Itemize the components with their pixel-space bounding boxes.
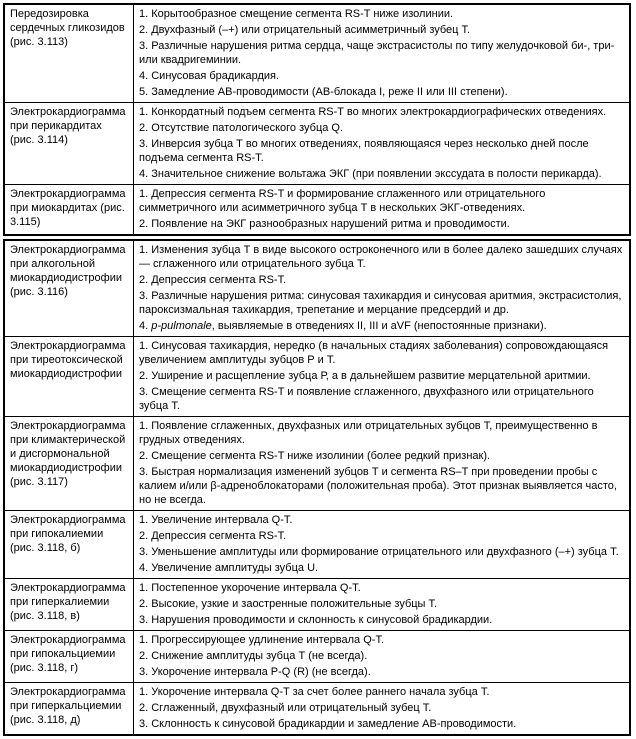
finding-item: 3. Различные нарушения ритма: синусовая тахикардия и синусовая аритмия, экстрасистолия, пароксизмальная тахикардия, трепетание и мерцание предсердий и др. [139, 290, 622, 316]
condition-label: Электрокардиограмма при климактерической и дисгормональной миокардиодистрофии (рис. 3.117) [10, 420, 126, 488]
finding-item: 1. Депрессия сегмента RS-T и формирование сглаженного или отрицательного симметричного или асимметричного зубца Т в нескольких ЭКГ-отведениях. [139, 188, 546, 214]
finding-item: 1. Появление сглаженных, двухфазных или отрицательных зубцов Т, преимущественно в грудных отведениях. [139, 420, 598, 446]
table-row [4, 579, 630, 631]
finding-item: 1. Увеличение интервала Q-T. [139, 514, 293, 526]
condition-cell [4, 103, 134, 185]
table-row [4, 103, 630, 185]
findings-cell [134, 185, 631, 236]
condition-cell [4, 631, 134, 683]
condition-label: Электрокардиограмма при перикардитах (рис. 3.114) [10, 106, 126, 146]
condition-cell [4, 579, 134, 631]
finding-item: 2. Высокие, узкие и заостренные положительные зубцы Т. [139, 598, 438, 610]
finding-item: 4. Значительное снижение вольтажа ЭКГ (при появлении экссудата в полости перикарда). [139, 168, 602, 180]
condition-label: Электрокардиограмма при тиреотоксической миокардиодистрофии [10, 340, 126, 380]
table-row [4, 683, 630, 736]
condition-cell [4, 240, 134, 337]
finding-item: 1. Изменения зубца Т в виде высокого остроконечного или в более далеко зашедших случаях — сглаженного или отрицательного зубца Т. [139, 244, 623, 270]
findings-cell [134, 103, 631, 185]
conditions-table-2 [3, 239, 631, 736]
condition-cell [4, 4, 134, 103]
table-row [4, 417, 630, 511]
finding-item: 4. Синусовая брадикардия. [139, 70, 280, 82]
findings-cell [134, 240, 631, 337]
findings-cell [134, 631, 631, 683]
finding-item: 4. Увеличение амплитуды зубца U. [139, 562, 319, 574]
finding-item: 3. Смещение сегмента RS-T и появление сглаженного, двухфазного или отрицательного зубца Т. [139, 386, 594, 412]
finding-item: 3. Склонность к синусовой брадикардии и замедление АВ-проводимости. [139, 718, 517, 730]
finding-item: 3. Нарушения проводимости и склонность к синусовой брадикардии. [139, 614, 493, 626]
finding-item: 3. Различные нарушения ритма сердца, чаще экстрасистолы по типу желудочковой би-, три- или квадригеминии. [139, 40, 615, 66]
finding-item: 5. Замедление АВ-проводимости (АВ-блокада I, реже II или III степени). [139, 86, 508, 98]
finding-item: 1. Корытообразное смещение сегмента RS-T ниже изолинии. [139, 8, 454, 20]
condition-label: Электрокардиограмма при миокардитах (рис. 3.115) [10, 188, 126, 228]
table-row [4, 240, 630, 337]
finding-item: 2. Сглаженный, двухфазный или отрицательный зубец Т. [139, 702, 432, 714]
findings-cell [134, 683, 631, 736]
finding-item: 1. Укорочение интервала Q-T за счет более раннего начала зубца Т. [139, 686, 490, 698]
findings-cell [134, 337, 631, 417]
conditions-table-1 [3, 3, 631, 236]
finding-item: 2. Снижение амплитуды зубца Т (не всегда). [139, 650, 368, 662]
condition-cell [4, 683, 134, 736]
condition-label: Электрокардиограмма при гиперкалиемии (рис. 3.118, в) [10, 582, 126, 622]
finding-item: 2. Появление на ЭКГ разнообразных нарушений ритма и проводимости. [139, 218, 510, 230]
condition-cell [4, 417, 134, 511]
finding-item: 2. Двухфазный (–+) или отрицательный асимметричный зубец Т. [139, 24, 471, 36]
finding-item: 2. Депрессия сегмента RS-T. [139, 274, 287, 286]
table-row [4, 511, 630, 579]
finding-item: 4. p-pulmonale, выявляемые в отведениях II, III и aVF (непостоянные признаки). [139, 320, 547, 332]
finding-item: 1. Прогрессирующее удлинение интервала Q-T. [139, 634, 385, 646]
finding-item: 2. Смещение сегмента RS-T ниже изолинии (более редкий признак). [139, 450, 491, 462]
finding-item: 1. Постепенное укорочение интервала Q-T. [139, 582, 361, 594]
table-row [4, 337, 630, 417]
finding-item: 2. Отсутствие патологического зубца Q. [139, 122, 344, 134]
findings-cell [134, 4, 631, 103]
finding-item: 3. Быстрая нормализация изменений зубцов Т и сегмента RS–T при проведении пробы с калием и/или β-адреноблокаторами (положительная проба). Этот признак выявляется часто, но не всегда. [139, 466, 617, 506]
finding-item: 2. Депрессия сегмента RS-T. [139, 530, 287, 542]
findings-cell [134, 417, 631, 511]
findings-cell [134, 579, 631, 631]
condition-cell [4, 337, 134, 417]
finding-item: 2. Уширение и расщепление зубца Р, а в дальнейшем развитие мерцательной аритмии. [139, 370, 591, 382]
table-row [4, 4, 630, 103]
finding-item: 3. Инверсия зубца Т во многих отведениях, появляющаяся через несколько дней после подъема сегмента RS-T. [139, 138, 589, 164]
finding-item: 3. Уменьшение амплитуды или формирование отрицательного или двухфазного (–+) зубца Т. [139, 546, 619, 558]
finding-item-italic-term: p-pulmonale [151, 320, 212, 332]
condition-label: Электрокардиограмма при гипокальциемии (рис. 3.118, г) [10, 634, 126, 674]
condition-label: Передозировка сердечных гликозидов (рис. 3.113) [10, 8, 125, 48]
finding-item: 3. Укорочение интервала P-Q (R) (не всегда). [139, 666, 371, 678]
condition-cell [4, 185, 134, 236]
condition-label: Электрокардиограмма при гипокалиемии (рис. 3.118, б) [10, 514, 126, 554]
finding-item: 1. Синусовая тахикардия, нередко (в начальных стадиях заболевания) сопровождающаяся увеличением амплитуды зубцов Р и Т. [139, 340, 609, 366]
table-row [4, 185, 630, 236]
tables [3, 3, 633, 736]
condition-cell [4, 511, 134, 579]
table-row [4, 631, 630, 683]
finding-item: 1. Конкордатный подъем сегмента RS-T во многих электрокардиографических отведениях. [139, 106, 607, 118]
condition-label: Электрокардиограмма при алкогольной миокардиодистрофии (рис. 3.116) [10, 244, 126, 298]
condition-label: Электрокардиограмма при гиперкальциемии (рис. 3.118, д) [10, 686, 126, 726]
findings-cell [134, 511, 631, 579]
